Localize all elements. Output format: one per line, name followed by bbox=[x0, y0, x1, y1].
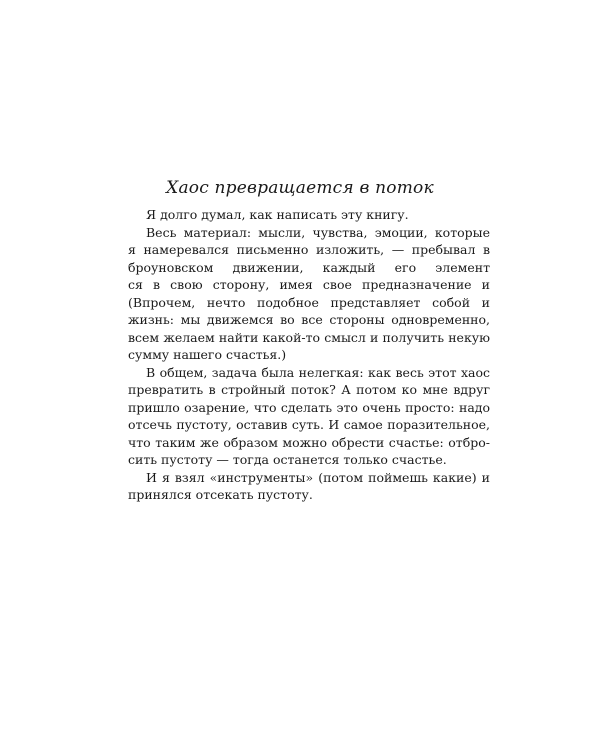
text-line: что таким же образом можно обрести счастье: отбро- bbox=[128, 434, 490, 450]
text-line: Я долго думал, как написать эту книгу. bbox=[146, 207, 409, 222]
text-line: В общем, задача была нелегкая: как весь этот хаос bbox=[146, 364, 490, 380]
text-line: превратить в стройный поток? А потом ко мне вдруг bbox=[128, 382, 490, 397]
text-line: сумму нашего счастья.) bbox=[128, 347, 287, 362]
text-line: принялся отсекать пустоту. bbox=[128, 487, 313, 502]
text-line: отсечь пустоту, оставив суть. И самое поразительное, bbox=[128, 417, 490, 432]
chapter-body bbox=[128, 206, 490, 504]
text-line: всем желаем найти какой-то смысл и получить некую bbox=[128, 329, 490, 345]
text-line: я намеревался письменно изложить, — пребывал в bbox=[128, 242, 490, 257]
chapter-title: Хаос превращается в поток bbox=[166, 178, 434, 198]
text-line: жизнь: мы движемся во все стороны одновременно, bbox=[128, 312, 490, 327]
text-line: (Впрочем, нечто подобное представляет собой и bbox=[128, 294, 490, 310]
text-line: Весь материал: мысли, чувства, эмоции, которые bbox=[146, 224, 490, 240]
text-line: И я взял «инструменты» (потом поймешь какие) и bbox=[146, 469, 490, 485]
text-line: броуновском движении, каждый его элемент bbox=[128, 259, 490, 275]
text-line: сить пустоту — тогда останется только счастье. bbox=[128, 452, 447, 467]
text-line: пришло озарение, что сделать это очень просто: надо bbox=[128, 399, 490, 415]
text-line: ся в свою сторону, имея свое предназначение и bbox=[128, 277, 490, 292]
